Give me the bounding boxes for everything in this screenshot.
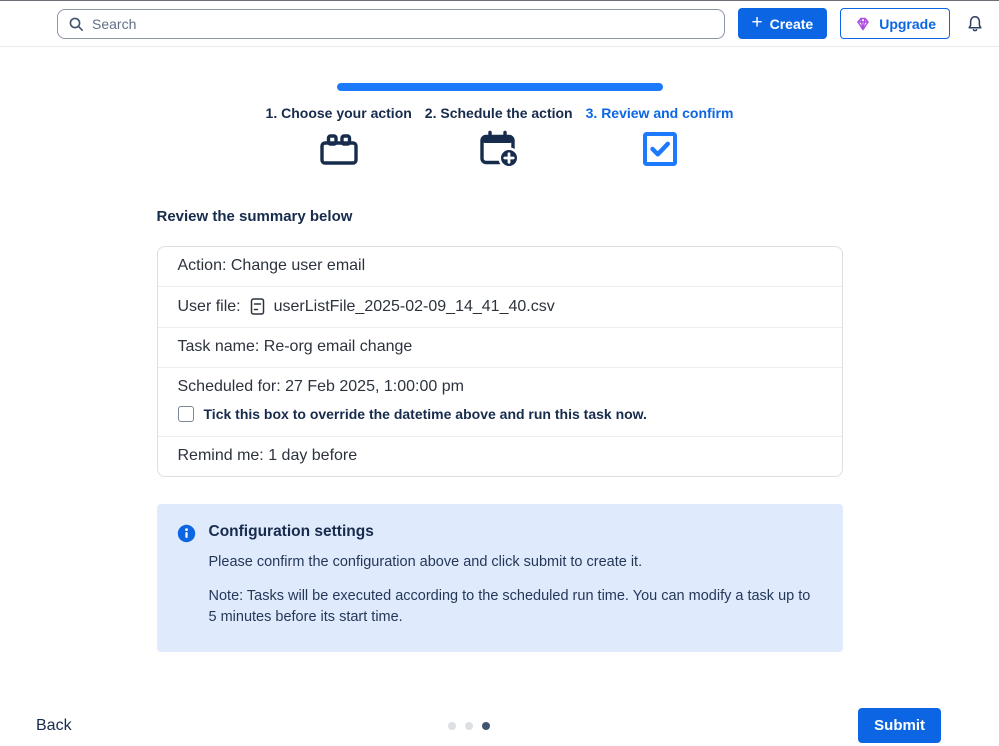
summary-row-scheduled-for [158,368,842,437]
action-value: Action: Change user email [177,257,366,274]
back-button[interactable]: Back [36,716,72,734]
summary-row-action [158,247,842,287]
summary-row-task-name [158,328,842,368]
scheduled-for-value: Scheduled for: 27 Feb 2025, 1:00:00 pm [177,378,464,395]
submit-button[interactable]: Submit [858,708,941,743]
checkbox-checked-icon [641,130,679,168]
step-choose-action [266,105,412,168]
search-input[interactable] [92,16,714,32]
info-icon [177,524,196,628]
create-button-label: Create [769,15,814,32]
info-panel-paragraph-2: Note: Tasks will be executed according to the scheduled run time. You can modify a task up to 5 minutes before its start time. [208,588,811,626]
step-1-label: 1. Choose your action [265,105,412,121]
info-panel-title: Configuration settings [208,523,374,540]
step-review-confirm [586,105,734,168]
upgrade-button[interactable] [840,8,950,39]
upgrade-button-label: Upgrade [879,15,936,32]
pagination-dot-1[interactable] [448,722,456,730]
search-box[interactable] [57,9,725,39]
top-bar [0,1,999,47]
wizard-footer [0,705,999,746]
summary-row-user-file [158,287,842,328]
plus-icon: + [751,12,763,33]
task-name-value: Task name: Re-org email change [177,338,413,355]
remind-me-value: Remind me: 1 day before [177,447,358,464]
info-panel-paragraph-1: Please confirm the configuration above and click submit to create it. [208,554,643,570]
progress-bar [337,83,663,91]
gem-icon [854,15,872,33]
summary-heading: Review the summary below [156,208,353,225]
wizard-stepper [157,83,843,168]
step-3-label: 3. Review and confirm [585,105,734,121]
pagination-dot-2[interactable] [465,722,473,730]
calendar-add-icon [478,130,520,168]
step-2-label: 2. Schedule the action [424,105,573,121]
step-schedule-action [425,105,573,168]
summary-row-remind-me [158,437,842,476]
pagination-dot-3[interactable] [482,722,490,730]
user-file-value: userListFile_2025-02-09_14_41_40.csv [273,297,555,315]
user-file-label: User file: [177,297,241,315]
create-button[interactable] [738,8,828,39]
override-datetime-label: Tick this box to override the datetime above and run this task now. [203,406,647,422]
bell-icon[interactable] [965,14,985,34]
pagination-dots [448,722,490,730]
override-datetime-checkbox[interactable] [178,406,194,422]
search-icon [68,16,84,32]
brick-icon [319,130,359,168]
file-icon [249,297,266,316]
summary-box [157,246,843,477]
configuration-info-panel [157,504,843,652]
